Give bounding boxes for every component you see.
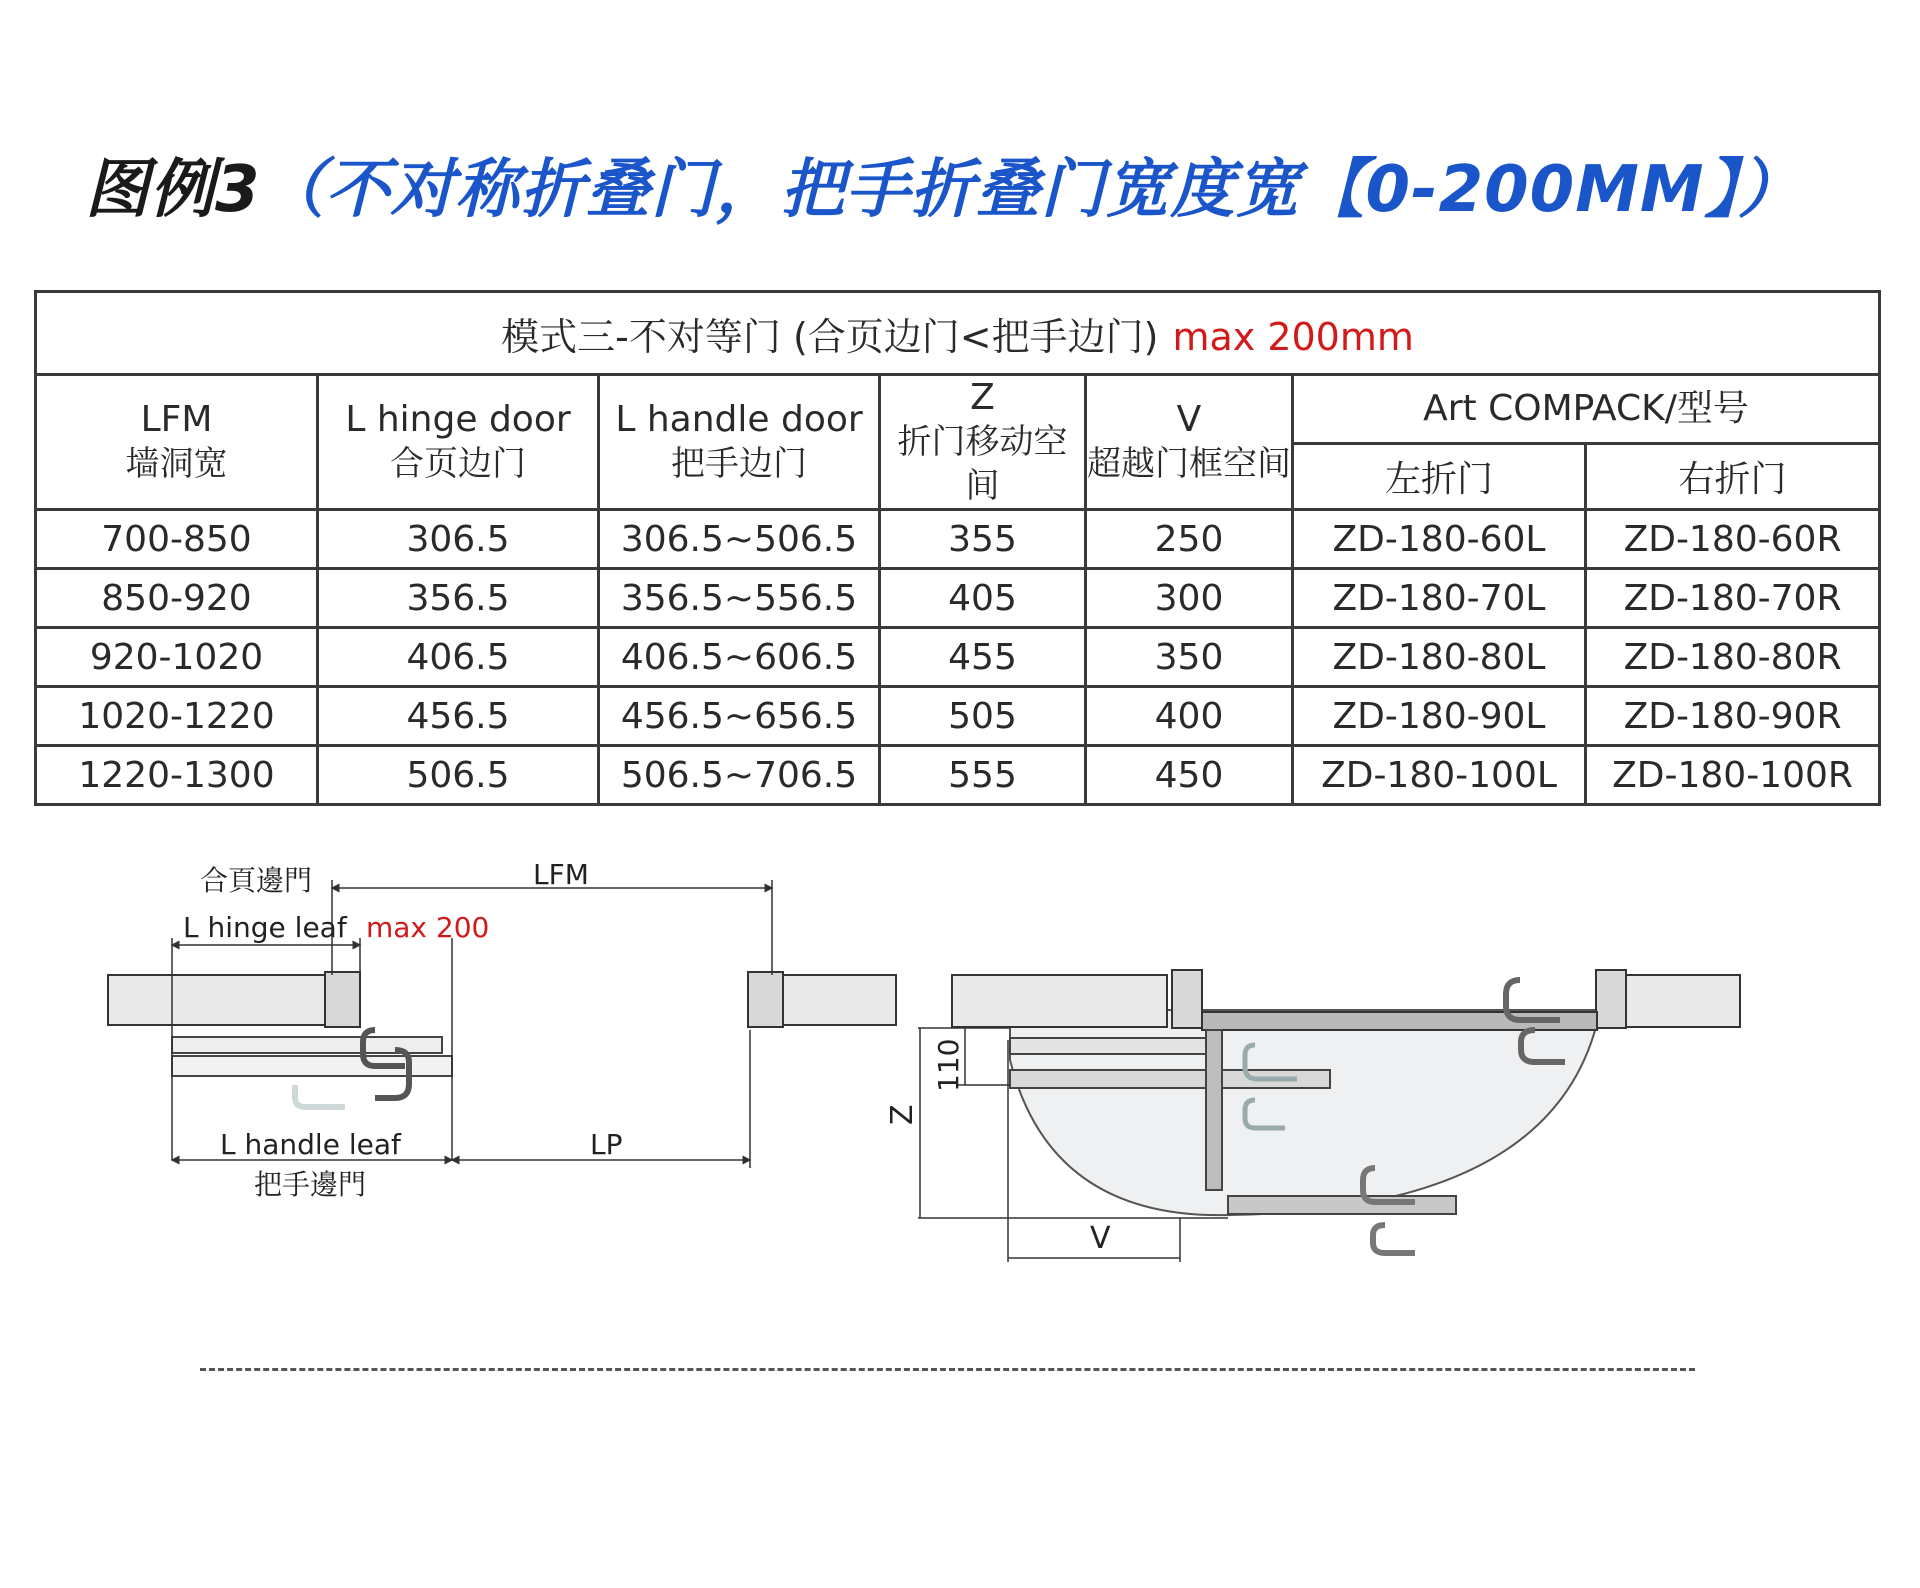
wall-left — [952, 975, 1167, 1027]
table-cell: 920-1020 — [36, 628, 318, 687]
table-cell: 306.5~506.5 — [599, 510, 880, 569]
right-frame — [748, 972, 783, 1027]
table-cell: ZD-180-100L — [1293, 746, 1586, 805]
label-hinge-leaf: L hinge leaf — [183, 911, 347, 944]
table-cell: 405 — [880, 569, 1086, 628]
label-110: 110 — [932, 1038, 965, 1092]
col-header-en: L hinge door — [345, 399, 571, 440]
table-cell: 456.5 — [318, 687, 599, 746]
left-wall — [108, 975, 358, 1025]
label-lfm: LFM — [533, 858, 589, 891]
table-cell: 1020-1220 — [36, 687, 318, 746]
col-header-model-group: Art COMPACK/型号 — [1293, 375, 1880, 444]
col-header-zh: 墙洞宽 — [125, 444, 228, 484]
table-cell: ZD-180-60R — [1586, 510, 1880, 569]
col-header-en: Z — [970, 377, 995, 418]
caption-max: max 200mm — [1172, 314, 1414, 359]
table-cell: ZD-180-80L — [1293, 628, 1586, 687]
label-handle-zh: 把手邊門 — [254, 1168, 367, 1201]
table-cell: 406.5~606.5 — [599, 628, 880, 687]
table-cell: ZD-180-90L — [1293, 687, 1586, 746]
table-cell: 406.5 — [318, 628, 599, 687]
table-cell: 505 — [880, 687, 1086, 746]
left-frame — [325, 972, 360, 1027]
label-lp: LP — [590, 1128, 623, 1161]
col-header-zh: 合页边门 — [390, 444, 526, 484]
col-header-en: LFM — [140, 399, 213, 440]
frame-left — [1172, 970, 1202, 1028]
dashed-separator — [200, 1368, 1695, 1371]
col-header-right-fold: 右折门 — [1586, 443, 1880, 509]
col-header-zh: 超越门框空间 — [1087, 444, 1291, 484]
table-cell: 355 — [880, 510, 1086, 569]
handle-shadow-icon — [295, 1085, 345, 1107]
table-cell: ZD-180-90R — [1586, 687, 1880, 746]
table-cell: 450 — [1086, 746, 1293, 805]
table-cell: 400 — [1086, 687, 1293, 746]
label-v: V — [1090, 1221, 1111, 1256]
title-lead: 图例3 — [85, 153, 261, 227]
col-header-zh: 把手边门 — [671, 444, 807, 484]
table-cell: ZD-180-100R — [1586, 746, 1880, 805]
col-header-en: L handle door — [615, 399, 863, 440]
caption-text: 模式三-不对等门 (合页边门<把手边门) — [501, 314, 1159, 359]
table-cell: 506.5~706.5 — [599, 746, 880, 805]
pivot-post — [1206, 1030, 1222, 1190]
table-cell: 555 — [880, 746, 1086, 805]
swing-leaf — [1228, 1196, 1456, 1214]
col-header-left-fold: 左折门 — [1293, 443, 1586, 509]
table-cell: 356.5~556.5 — [599, 569, 880, 628]
table-cell: 250 — [1086, 510, 1293, 569]
diagram-left — [0, 0, 920, 1230]
table-cell: 700-850 — [36, 510, 318, 569]
table-cell: 300 — [1086, 569, 1293, 628]
frame-right — [1596, 970, 1626, 1028]
folded-leaf-1 — [1010, 1038, 1220, 1054]
table-cell: 1220-1300 — [36, 746, 318, 805]
table-cell: ZD-180-70R — [1586, 569, 1880, 628]
title-subtitle: （不对称折叠门，把手折叠门宽度宽【0-200MM】） — [260, 153, 1803, 227]
table-cell: 850-920 — [36, 569, 318, 628]
table-cell: 350 — [1086, 628, 1293, 687]
label-z: Z — [885, 1104, 920, 1125]
table-cell: ZD-180-70L — [1293, 569, 1586, 628]
diagram-right — [880, 0, 1880, 1300]
label-hinge-zh: 合頁邊門 — [200, 864, 313, 897]
col-header-en: V — [1176, 399, 1202, 440]
table-cell: ZD-180-60L — [1293, 510, 1586, 569]
table-cell: 456.5~656.5 — [599, 687, 880, 746]
table-cell: 356.5 — [318, 569, 599, 628]
col-header-zh: 折门移动空间 — [897, 422, 1068, 506]
table-cell: 306.5 — [318, 510, 599, 569]
label-handle-leaf: L handle leaf — [220, 1128, 401, 1161]
table-cell: 455 — [880, 628, 1086, 687]
label-max-200: max 200 — [366, 911, 490, 944]
table-cell: ZD-180-80R — [1586, 628, 1880, 687]
table-cell: 506.5 — [318, 746, 599, 805]
